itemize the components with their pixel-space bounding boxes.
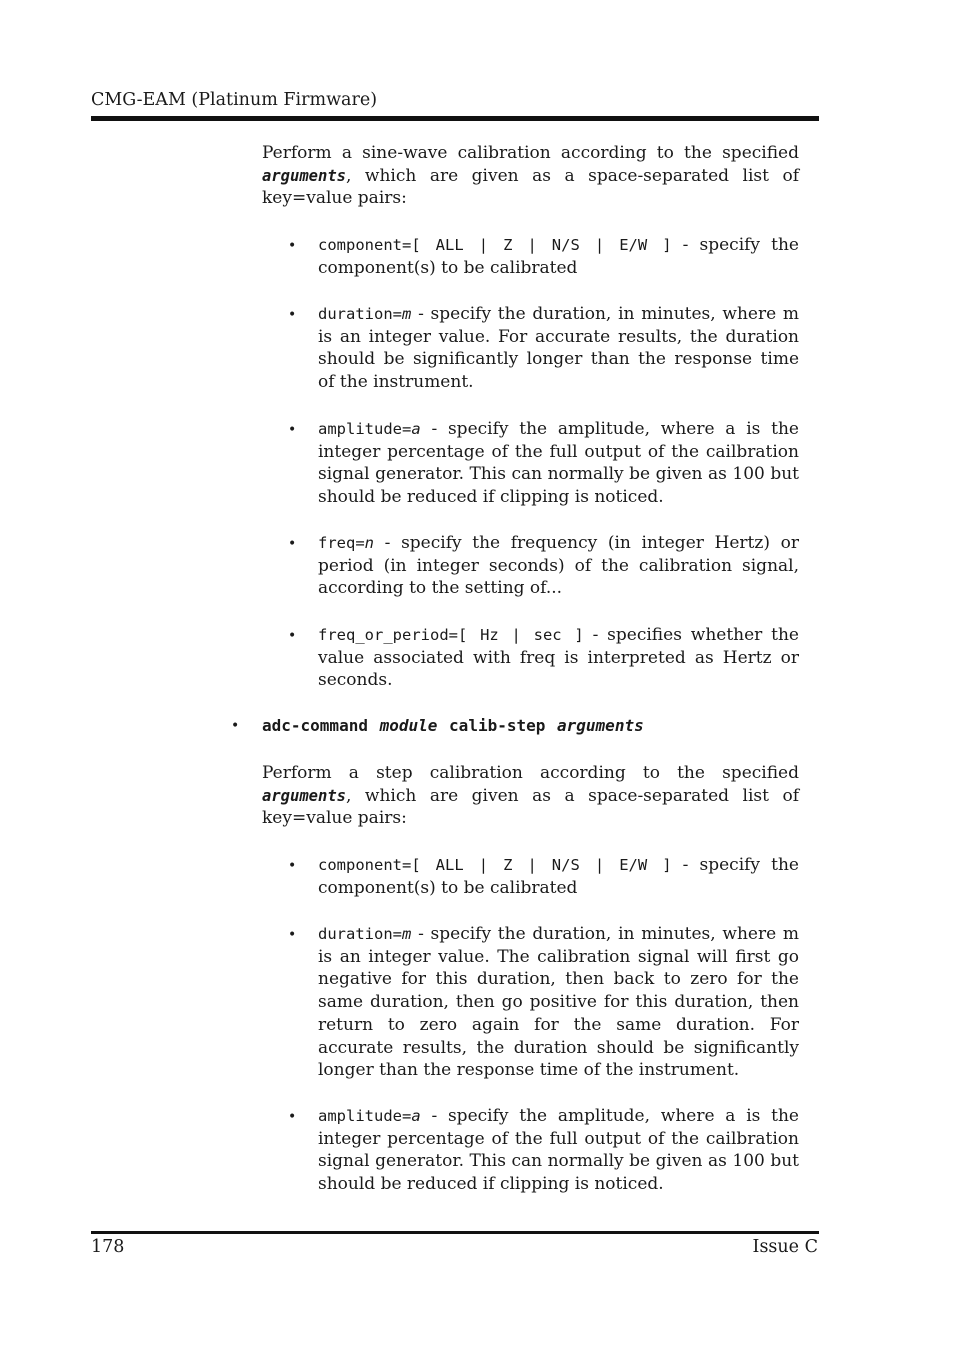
item-code: amplitude= xyxy=(318,1107,412,1125)
bullet-icon: • xyxy=(288,628,297,644)
page-number: 178 xyxy=(91,1237,125,1257)
step-intro xyxy=(262,762,799,830)
item-code-var: a xyxy=(411,1107,421,1125)
item-text: - specify the frequency (in integer Hertz) or period (in integer seconds) of the calibration signal, according to the setting of... xyxy=(318,533,799,599)
item-text: - specify the duration, in minutes, where m is an integer value. The calibration signal will first go negative for this duration, then back to zero for the same duration, then go positive for this duration, then return to zero again for the same duration. For accurate results, the duration should be significantly longer than the response time of the instrument. xyxy=(318,924,799,1081)
cmd-part: adc-command xyxy=(262,716,368,735)
item-code: amplitude= xyxy=(318,420,412,438)
bullet-icon: • xyxy=(288,1109,297,1125)
header-title: CMG-EAM (Platinum Firmware) xyxy=(91,90,378,110)
step-intro-arguments: arguments xyxy=(262,786,346,805)
item-text: - specify the amplitude, where a is the integer percentage of the full output of the cailbration signal generator. This can normally be given as 100 but should be reduced if clipping is noticed. xyxy=(318,1106,799,1195)
bullet-icon: • xyxy=(288,307,297,323)
sine-item-amplitude xyxy=(318,418,799,509)
item-text: - specify the component(s) to be calibrated xyxy=(318,855,799,898)
bullet-icon: • xyxy=(288,536,297,552)
item-code-var: m xyxy=(402,305,412,323)
sine-item-freq-or-period xyxy=(318,624,799,692)
step-intro-text-end: , which are given as a space-separated list of key=value pairs: xyxy=(262,785,799,829)
sine-intro-text-end: , which are given as a space-separated list of key=value pairs: xyxy=(262,165,799,209)
item-text: - specifies whether the value associated with freq is interpreted as Hertz or seconds. xyxy=(318,625,799,691)
item-code: freq_or_period=[ Hz | sec ] xyxy=(318,626,584,644)
sine-item-component xyxy=(318,234,799,279)
cmd-part-italic: module xyxy=(379,716,438,735)
sine-intro-arguments: arguments xyxy=(262,166,346,185)
cmd-part-italic: arguments xyxy=(557,716,644,735)
item-text: - specify the amplitude, where a is the integer percentage of the full output of the cailbration signal generator. This can normally be given as 100 but should be reduced if clipping is noticed. xyxy=(318,419,799,508)
item-code: duration= xyxy=(318,305,402,323)
step-command xyxy=(262,716,644,735)
step-item-component xyxy=(318,854,799,899)
sine-intro xyxy=(262,142,799,210)
bullet-icon: • xyxy=(288,927,297,943)
item-code: duration= xyxy=(318,925,402,943)
sine-item-duration xyxy=(318,303,799,394)
step-item-amplitude xyxy=(318,1105,799,1196)
sine-item-freq xyxy=(318,532,799,600)
item-text: - specify the duration, in minutes, where m is an integer value. For accurate results, the duration should be significantly longer than the response time of the instrument. xyxy=(318,304,799,393)
item-code: component=[ ALL | Z | N/S | E/W ] xyxy=(318,236,672,254)
item-code-var: a xyxy=(411,420,421,438)
bullet-icon: • xyxy=(231,718,240,734)
bullet-icon: • xyxy=(288,858,297,874)
item-code-var: m xyxy=(402,925,412,943)
bullet-icon: • xyxy=(288,238,297,254)
step-item-duration xyxy=(318,923,799,1082)
item-text: - specify the component(s) to be calibrated xyxy=(318,235,799,278)
bullet-icon: • xyxy=(288,422,297,438)
cmd-part: calib-step xyxy=(449,716,546,735)
item-code-var: n xyxy=(364,534,375,552)
step-intro-text: Perform a step calibration according to the specified xyxy=(262,763,799,783)
sine-intro-text: Perform a sine-wave calibration according to the specified xyxy=(262,143,799,163)
item-code: component=[ ALL | Z | N/S | E/W ] xyxy=(318,856,672,874)
header-rule xyxy=(91,116,819,121)
item-code: freq= xyxy=(318,534,365,552)
footer-rule xyxy=(91,1231,819,1234)
issue-label: Issue C xyxy=(752,1237,818,1257)
